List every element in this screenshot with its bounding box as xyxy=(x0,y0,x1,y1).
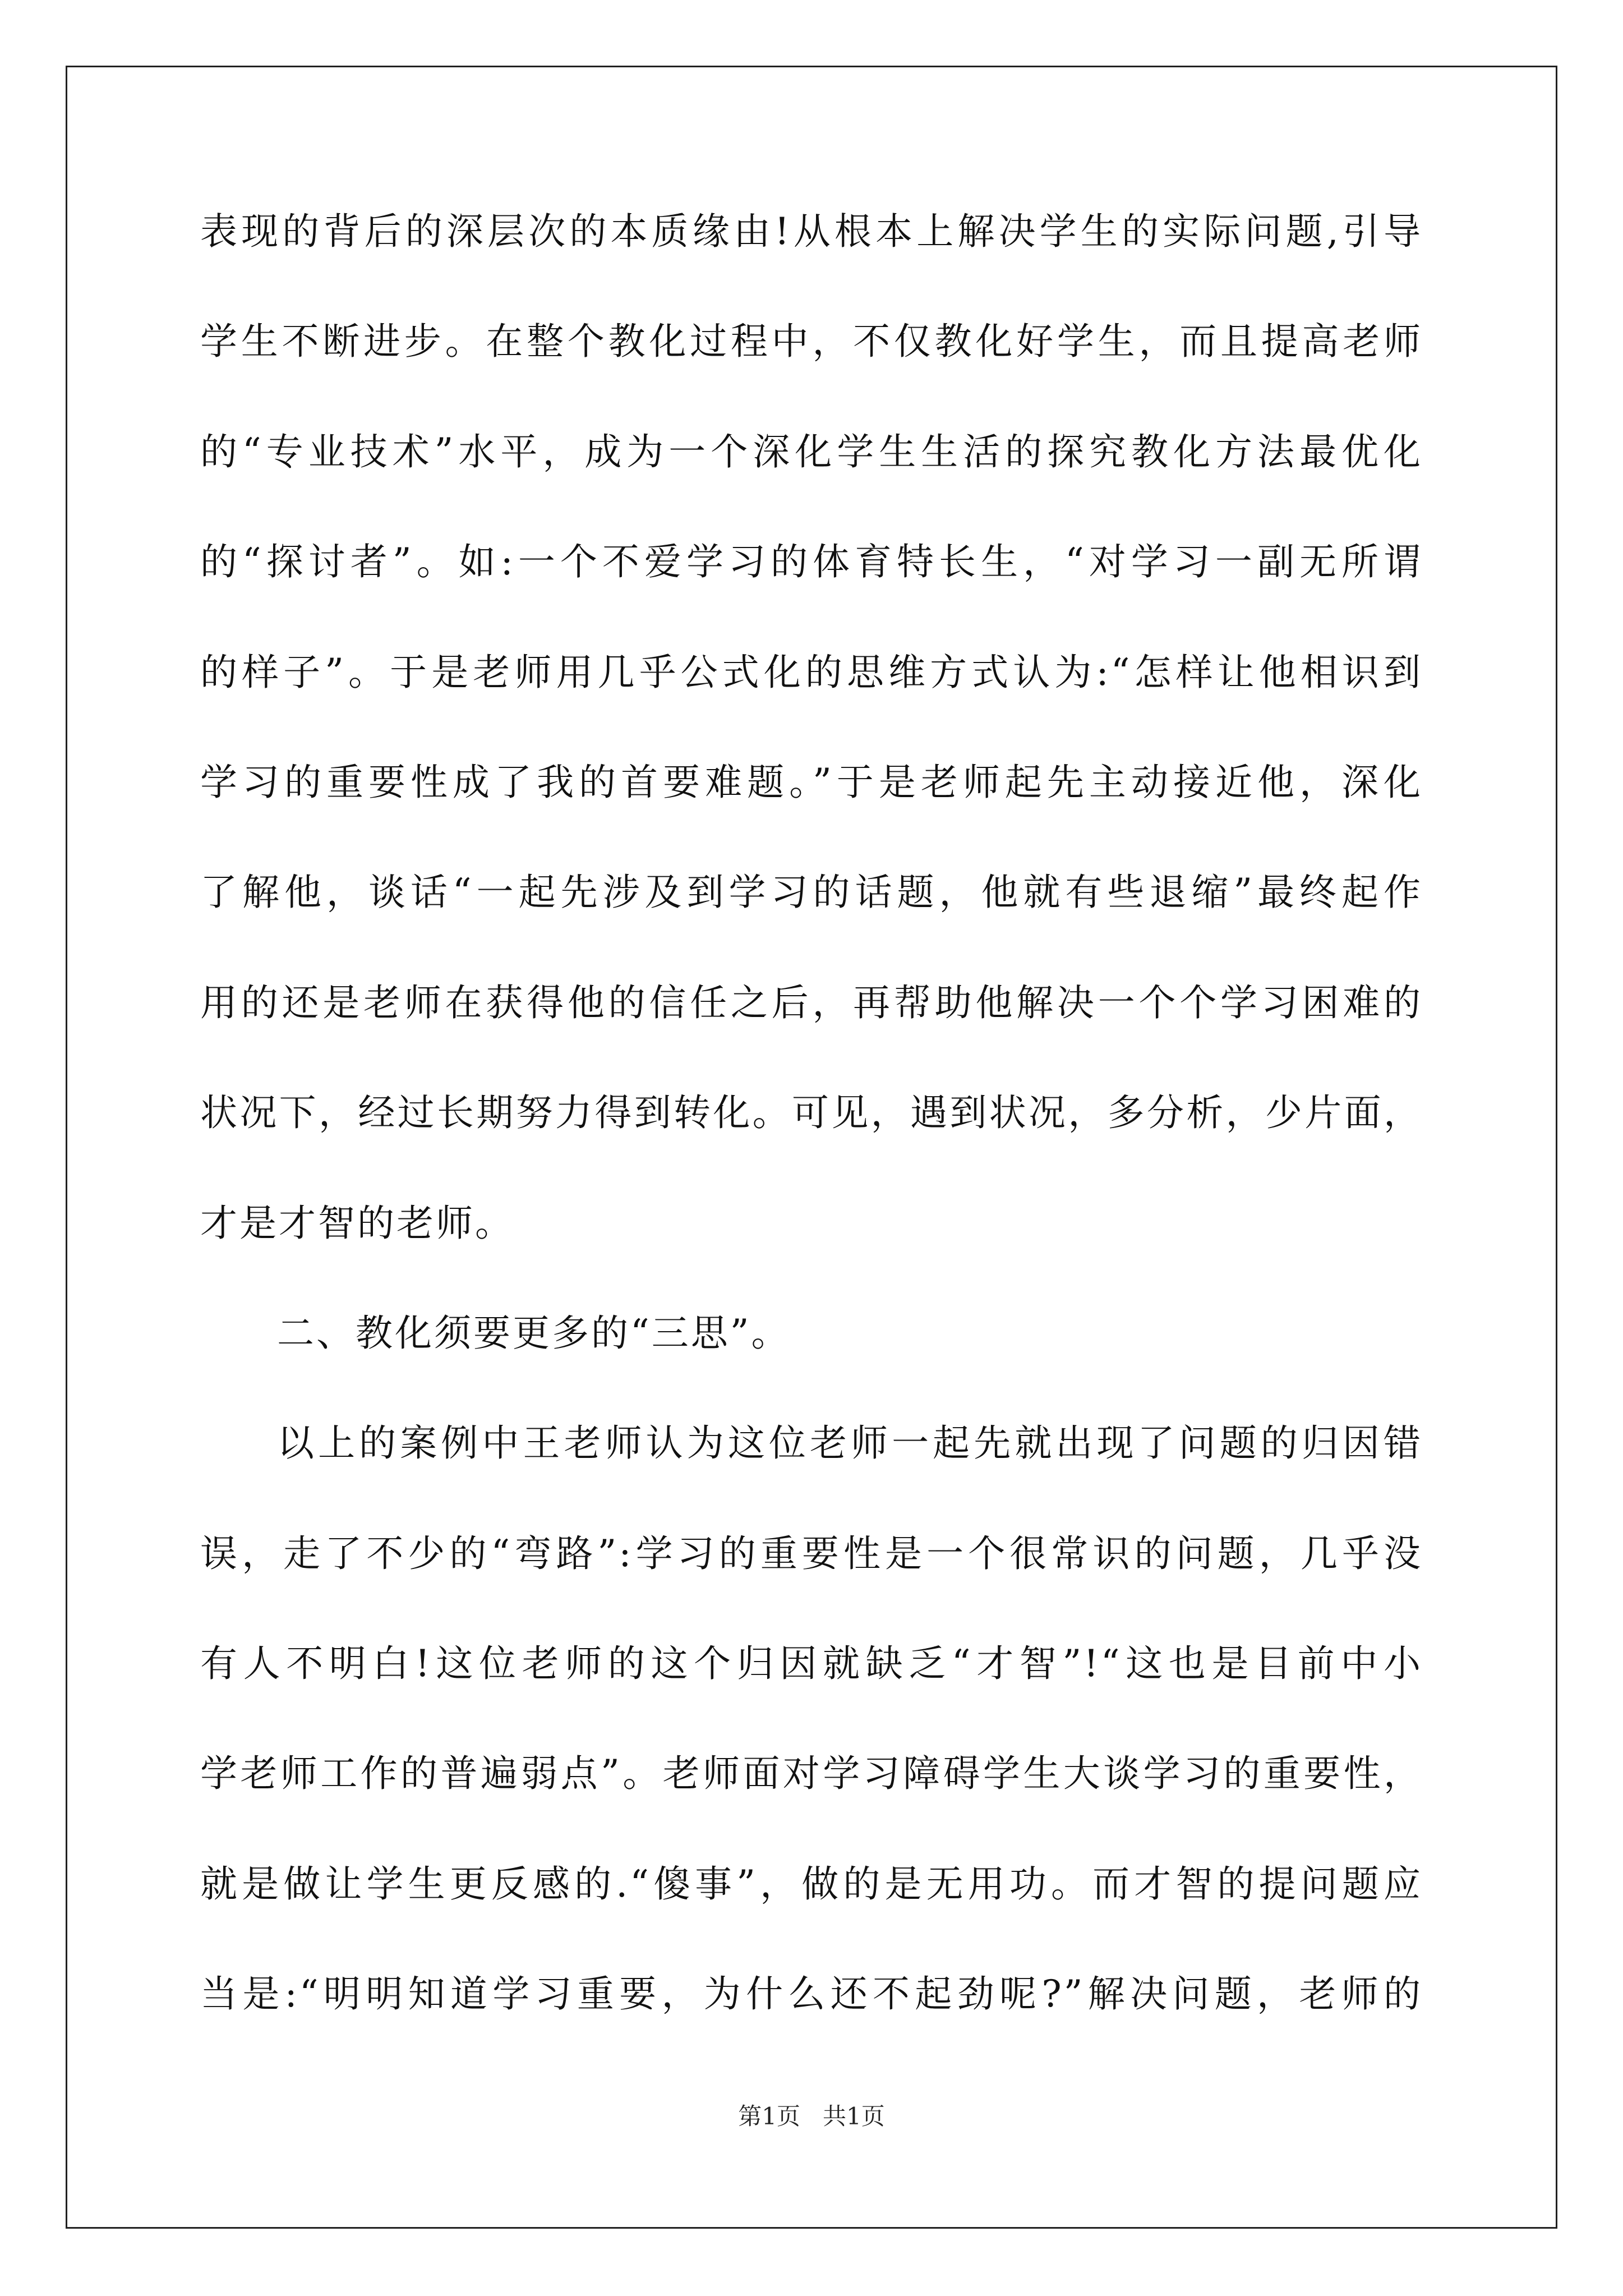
paragraph-line: 学老师工作的普遍弱点”。老师面对学习障碍学生大谈学习的重要性， xyxy=(200,1752,1423,1796)
paragraph-line: 学生不断进步。在整个教化过程中，不仅教化好学生，而且提高老师 xyxy=(200,320,1423,364)
section-heading: 二、教化须要更多的“三思”。 xyxy=(277,1311,791,1355)
paragraph-line: 才是才智的老师。 xyxy=(200,1201,514,1245)
paragraph-line: 表现的背后的深层次的本质缘由!从根本上解决学生的实际问题,引导 xyxy=(200,210,1423,253)
paragraph-line: 就是做让学生更反感的.“傻事”，做的是无用功。而才智的提问题应 xyxy=(200,1862,1423,1906)
paragraph-line: 了解他，谈话“一起先涉及到学习的话题，他就有些退缩”最终起作 xyxy=(200,871,1423,914)
paragraph-line: 用的还是老师在获得他的信任之后，再帮助他解决一个个学习困难的 xyxy=(200,981,1423,1024)
paragraph-line: 学习的重要性成了我的首要难题。”于是老师起先主动接近他，深化 xyxy=(200,760,1423,804)
document-body xyxy=(200,210,1423,2086)
paragraph-line: 当是:“明明知道学习重要，为什么还不起劲呢?”解决问题，老师的 xyxy=(200,1972,1423,2016)
paragraph-line: 的“专业技术”水平，成为一个深化学生生活的探究教化方法最优化 xyxy=(200,430,1423,473)
paragraph-line: 有人不明白!这位老师的这个归因就缺乏“才智”!“这也是目前中小 xyxy=(200,1642,1423,1686)
page-footer: 第1页 共1页 xyxy=(738,2102,885,2130)
paragraph-line: 的样子”。于是老师用几乎公式化的思维方式认为:“怎样让他相识到 xyxy=(200,650,1423,694)
paragraph-line: 状况下，经过长期努力得到转化。可见，遇到状况，多分析，少片面， xyxy=(200,1091,1423,1135)
paragraph-line: 以上的案例中王老师认为这位老师一起先就出现了问题的归因错 xyxy=(277,1421,1423,1465)
paragraph-line: 误，走了不少的“弯路”:学习的重要性是一个很常识的问题，几乎没 xyxy=(200,1531,1423,1575)
paragraph-line: 的“探讨者”。如:一个不爱学习的体育特长生，“对学习一副无所谓 xyxy=(200,540,1423,584)
